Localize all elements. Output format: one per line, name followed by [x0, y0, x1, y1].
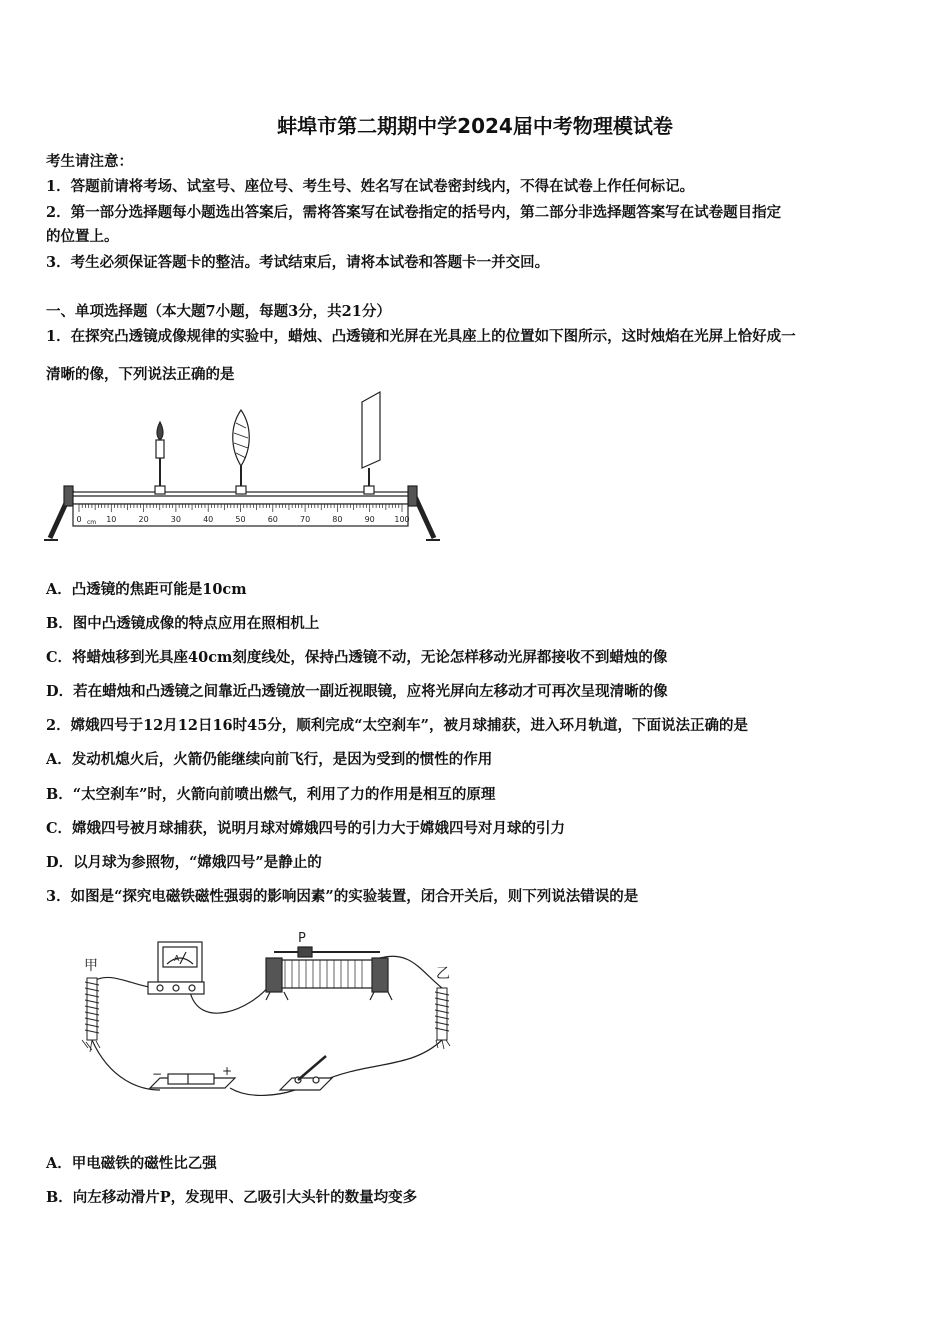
battery-minus: −	[152, 1067, 163, 1081]
scale-tick-label: 70	[300, 515, 311, 524]
notice-heading: 考生请注意：	[46, 153, 133, 170]
battery-plus: +	[222, 1064, 233, 1078]
notice-item: 2．第一部分选择题每小题选出答案后，需将答案写在试卷指定的括号内，第二部分非选择题答案写在试卷题目指定	[46, 204, 782, 221]
label-right-magnet: 乙	[436, 966, 450, 982]
rheostat	[266, 947, 392, 1000]
q2-option-b: B．“太空刹车”时，火箭向前喷出燃气，利用了力的作用是相互的原理	[46, 786, 496, 803]
scale-tick-label: 0	[76, 515, 82, 524]
electromagnet-figure	[70, 930, 470, 1110]
section-heading: 一、单项选择题（本大题7小题，每题3分，共21分）	[46, 303, 391, 320]
candle	[155, 422, 165, 494]
question-2-stem: 2．嫦娥四号于12月12日16时45分，顺利完成“太空刹车”，被月球捕获，进入环月轨道，下面说法正确的是	[46, 717, 748, 734]
question-1-stem-cont: 清晰的像，下列说法正确的是	[46, 366, 235, 383]
electromagnet-left	[82, 978, 100, 1052]
convex-lens	[233, 410, 250, 494]
scale-unit: cm	[87, 519, 97, 526]
scale-tick-label: 40	[203, 515, 214, 524]
optical-bench-figure	[44, 388, 444, 548]
q2-option-a: A．发动机熄火后，火箭仍能继续向前飞行，是因为受到的惯性的作用	[46, 751, 493, 768]
q3-option-b: B．向左移动滑片P，发现甲、乙吸引大头针的数量均变多	[46, 1189, 418, 1206]
scale-tick-label: 30	[170, 515, 181, 524]
q3-option-a: A．甲电磁铁的磁性比乙强	[46, 1155, 217, 1172]
q1-option-b: B．图中凸透镜成像的特点应用在照相机上	[46, 615, 320, 632]
scale-tick-label: 50	[235, 515, 246, 524]
ammeter	[148, 942, 204, 994]
scale-tick-label: 20	[138, 515, 149, 524]
ammeter-label: A	[174, 954, 180, 963]
q1-option-a: A．凸透镜的焦距可能是10cm	[46, 581, 247, 598]
q2-option-d: D．以月球为参照物，“嫦娥四号”是静止的	[46, 854, 322, 871]
light-screen	[362, 392, 380, 494]
question-3-stem: 3．如图是“探究电磁铁磁性强弱的影响因素”的实验装置，闭合开关后，则下列说法错误的是	[46, 888, 639, 905]
label-slider: P	[298, 931, 306, 946]
switch	[280, 1056, 332, 1090]
q1-option-c: C．将蜡烛移到光具座40cm刻度线处，保持凸透镜不动，无论怎样移动光屏都接收不到蜡烛的像	[46, 649, 668, 666]
scale-tick-label: 100	[394, 515, 410, 524]
notice-item: 3．考生必须保证答题卡的整洁。考试结束后，请将本试卷和答题卡一并交回。	[46, 254, 550, 271]
notice-item: 1．答题前请将考场、试室号、座位号、考生号、姓名写在试卷密封线内，不得在试卷上作任何标记。	[46, 178, 695, 195]
scale-tick-label: 10	[106, 515, 117, 524]
scale-tick-label: 80	[332, 515, 343, 524]
scale-tick-label: 90	[364, 515, 375, 524]
q1-option-d: D．若在蜡烛和凸透镜之间靠近凸透镜放一副近视眼镜，应将光屏向左移动才可再次呈现清晰的像	[46, 683, 668, 700]
question-1-stem: 1．在探究凸透镜成像规律的实验中，蜡烛、凸透镜和光屏在光具座上的位置如下图所示，这时烛焰在光屏上恰好成一	[46, 328, 796, 345]
label-left-magnet: 甲	[84, 958, 98, 974]
page-title: 蚌埠市第二期期中学2024届中考物理模试卷	[277, 114, 673, 138]
electromagnet-right	[435, 988, 450, 1049]
q2-option-c: C．嫦娥四号被月球捕获，说明月球对嫦娥四号的引力大于嫦娥四号对月球的引力	[46, 820, 566, 837]
notice-item: 的位置上。	[46, 228, 119, 245]
scale-tick-label: 60	[267, 515, 278, 524]
